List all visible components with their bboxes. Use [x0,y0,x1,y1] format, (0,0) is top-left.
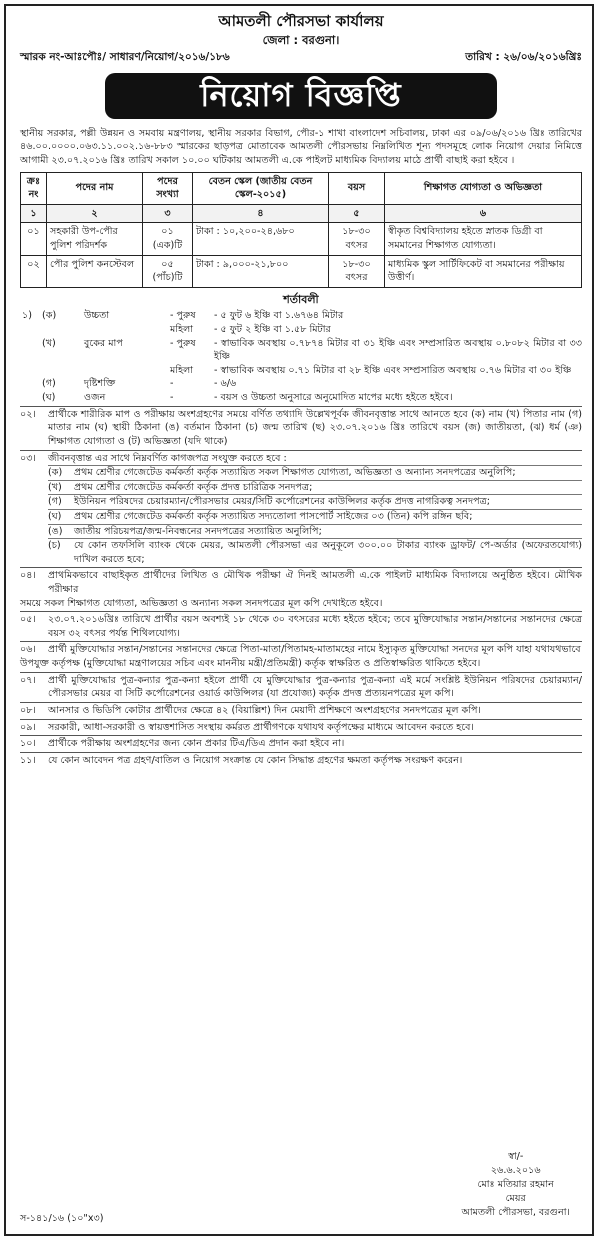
condition-text: আনসার ও ভিডিপি কোটার প্রার্থীদের ক্ষেত্রে ৪২ (বিয়াল্লিশ) দিন মেয়াদী প্রশিক্ষণে অংশগ্রহণের সনদপত্রের মূল কপি। [48,704,481,716]
condition-text: প্রাথমিকভাবে বাছাইকৃত প্রার্থীদের লিখিত ও মৌখিক পরীক্ষা ঐ দিনই আমতলী এ.কে পাইলট মাধ্যমিক বিদ্যালয়ে অনুষ্ঠিত হইবে। মৌখিক পরীক্ষার [48,570,582,596]
cell-age: ১৮-৩০ বৎসর [329,223,385,255]
criteria-row [22,309,582,323]
cell-post-count: ০৫ (পাঁচ)টি [143,255,193,287]
physical-criteria [22,309,582,404]
memo-number: স্মারক নং-আঃপৌঃ/ সাধারণ/নিয়োগ/২০১৬/১৮৬ [20,50,230,63]
criteria-key: (খ) [42,337,56,349]
criteria-label: বুকের মাপ [84,337,123,349]
document-item [48,509,582,524]
table-header-row [21,172,582,204]
condition-number: ১০। [20,738,36,750]
criteria-key: (গ) [42,378,56,390]
criteria-row [22,377,582,391]
cell-post-count: ০১ (এক)টি [143,223,193,255]
column-number: ৫ [329,204,385,223]
criteria-key [42,323,84,337]
table-row [21,255,582,287]
condition-number: ০৯। [20,721,36,733]
criteria-number [22,337,42,364]
cell-post-name: পৌর পুলিশ কনস্টেবল [47,255,143,287]
criteria-number [22,364,42,378]
condition-text: ২৩.০৭.২০১৬খ্রিঃ তারিখে প্রার্থীর বয়স অবশ্যই ১৮ থেকে ৩০ বৎসরের মধ্যে হইতে হইবে; তবে মুক্তিযোদ্ধার সন্তান/সন্তানের সন্তানদের ক্ষেত্রে বয়স ৩২ বৎসর পর্যন্ত শিথিলযোগ্য। [48,614,582,639]
column-number-row [21,204,582,223]
condition-number: ০২। [20,408,36,420]
condition-body [48,452,582,567]
column-number: ৩ [143,204,193,223]
criteria-number [22,377,42,391]
cell-qualification: স্বীকৃত বিশ্ববিদ্যালয় হইতে স্নাতক ডিগ্রী বা সমমানের শিক্ষাগত যোগ্যতা। [385,223,582,255]
intro-paragraph: স্থানীয় সরকার, পল্লী উন্নয়ন ও সমবায় মন্ত্রণালয়, স্থানীয় সরকার বিভাগ, পৌর-১ শাখা বাংলাদেশ সচিবালয়, ঢাকা এর ০৯/০৬/২০১৬ খ্রিঃ তারিখের ৪৬.০০.০০০০.০৬৩.১১.০০২.১৬-৮৮৩ স্মারকের ছাড়পত্র মোতাবেক আমতলী পৌরসভায় নিম্নলিখিত শূন্য পদসমূহে লোক নিয়োগ দেয়ার নিমিত্তে আগামী ২৩.০৭.২০১৬ খ্রিঃ তারিখ সকাল ১০.০০ ঘটিকায় আমতলী এ.কে পাইলট মাধ্যমিক বিদ্যালয় মাঠে প্রার্থী বাছাই করা হইবে । [20,127,582,166]
criteria-value: - স্বাভাবিক অবস্থায় ০.৭১ মিটার বা ২৮ ইঞ্চি এবং সম্প্রসারিত অবস্থায় ০.৭৬ মিটার বা ৩০ ইঞ্চি [214,364,572,376]
col-header: ক্রঃ নং [21,172,47,204]
condition-number: ০৭। [20,674,36,686]
reference-row [20,50,582,65]
document-item [48,465,582,480]
signatory-office: আমতলী পৌরসভা, বরগুনা। [461,1207,570,1219]
condition-11 [20,752,582,768]
condition-07 [20,672,582,701]
column-number: ৪ [193,204,329,223]
item-text: ইউনিয়ন পরিষদের চেয়ারম্যান/পৌরসভার মেয়র/সিটি কর্পোরেশনের কাউন্সিলর কর্তৃক প্রদত্ত নাগরিকত্ব সনদপত্র; [74,496,490,508]
notice-page [4,4,594,1236]
condition-number: ০৬। [20,644,36,656]
col-header: শিক্ষাগত যোগ্যতা ও অভিজ্ঞতা [385,172,582,204]
condition-text: প্রার্থী মুক্তিযোদ্ধার পুত্র-কন্যার পুত্র-কন্যা হইলে প্রার্থী যে মুক্তিযোদ্ধার পুত্র-কন্যার পুত্র-কন্যা এই মর্মে সংশ্লিষ্ট ইউনিয়ন পরিষদের চেয়ারম্যান/পৌরসভার মেয়র বা সিটি কর্পোরেশনের ওয়ার্ড কাউন্সিলর (যা প্রযোজ্য) কর্তৃক প্রদত্ত প্রত্যয়নপত্রের মূল কপি। [48,674,582,700]
col-header: পদের নাম [47,172,143,204]
condition-text: সরকারী, আধা-সরকারী ও স্বায়ত্তশাসিত সংস্থায় কর্মরত প্রার্থীগণকে যথাযথ কর্তৃপক্ষের মাধ্যমে আবেদন করতে হবে। [48,721,474,733]
condition-05 [20,611,582,640]
condition-09 [20,719,582,735]
condition-text: প্রার্থী মুক্তিযোদ্ধার সন্তান/সন্তানের সন্তানদের ক্ষেত্রে পিতা-মাতা/পিতামহ-মাতামহের নামে ইস্যুকৃত মুক্তিযোদ্ধা সনদের মূল কপি যাহা যথাযথভাবে [48,644,581,656]
criteria-key: (ঘ) [42,392,56,404]
criteria-value: - ৬/৬ [214,378,237,390]
document-item [48,480,582,495]
signatory-name: মোঃ মতিয়ার রহমান [477,1179,554,1191]
criteria-gender: - [170,392,174,404]
document-item [48,494,582,509]
item-key: (চ) [48,540,61,552]
cell-serial: ০১ [21,223,47,255]
posts-table [20,172,582,288]
item-text: প্রথম শ্রেণীর গেজেটেড কর্মকর্তা কর্তৃক সত্যায়িত সদ্যতোলা পাসপোর্ট সাইজের ০৩ (তিন) কপি রঙ্গিন ছবি; [74,510,473,522]
criteria-gender: মহিলা [170,364,194,376]
criteria-number [22,391,42,405]
item-key: (ঘ) [48,510,62,522]
criteria-label [84,323,170,337]
column-number: ৬ [385,204,582,223]
memo-date: তারিখ : ২৬/০৬/২০১৬খ্রিঃ [465,50,582,63]
criteria-label [84,364,170,378]
cell-serial: ০২ [21,255,47,287]
item-key: (খ) [48,481,62,493]
criteria-label: উচ্চতা [84,310,110,322]
criteria-gender: - [170,378,174,390]
condition-10 [20,735,582,751]
criteria-gender: - পুরুষ [170,310,196,322]
criteria-key: (ক) [42,310,57,322]
condition-08 [20,702,582,718]
criteria-value: - বয়স ও উচ্চতা অনুসারে অনুমোদিত মাপের মধ্যে হইতে হইবে। [214,392,453,404]
item-key: (গ) [48,496,62,508]
cell-pay-scale: টাকা : ১০,২০০-২৪,৬৮০ [193,223,329,255]
condition-text: জীবনবৃত্তান্ত এর সাথে নিম্নবর্ণিত কাগজপত্র সংযুক্ত করতে হবে : [48,452,287,464]
criteria-number [22,323,42,337]
condition-number: ০৫। [20,614,36,626]
condition-number: ০৪। [20,570,36,582]
criteria-value: - ৫ ফুট ২ ইঞ্চি বা ১.৫৮ মিটার [214,324,331,336]
condition-text: প্রার্থীকে পরীক্ষায় অংশগ্রহণের জন্য কোন প্রকার টিএ/ডিএ প্রদান করা হইবে না। [48,738,345,750]
document-item [48,524,582,539]
criteria-key [42,364,84,378]
col-header: পদের সংখ্যা [143,172,193,204]
item-text: প্রথম শ্রেণীর গেজেটেড কর্মকর্তা কর্তৃক প্রদত্ত চারিত্রিক সনদপত্র; [74,481,313,493]
footer-reference: স-১৪১/১৬ (১০"x৩) [20,1213,104,1225]
signature-date: ২৬.৬.২০১৬ [490,1165,541,1177]
column-number: ২ [47,204,143,223]
item-key: (ক) [48,467,63,479]
criteria-row [22,364,582,378]
criteria-gender: - পুরুষ [170,337,196,349]
cell-age: ১৮-৩০ বৎসর [329,255,385,287]
criteria-row [22,391,582,405]
item-key: (ঙ) [48,525,63,537]
condition-04 [20,567,582,596]
criteria-value: - স্বাভাবিক অবস্থায় ০.৭৮৭৪ মিটার বা ৩১ ইঞ্চি এবং সম্প্রসারিত অবস্থায় ০.৮০৮২ মিটার বা ৩৩ ইঞ্চি [214,337,582,363]
condition-number: ০৮। [20,704,36,716]
condition-06 [20,641,582,657]
condition-02 [20,406,582,449]
item-text: যে কোন তফসিলি ব্যাংক থেকে মেয়র, আমতলী পৌরসভা এর অনুকূলে ৩০০.০০ টাকার ব্যাংক ড্রাফট/ পে-অর্ডার (অফেরতযোগ্য) দাখিল করতে হবে; [74,540,582,565]
condition-06-continued: উপযুক্ত কর্তৃপক্ষ (মুক্তিযোদ্ধা মন্ত্রণালয়ের সচিব এবং মাননীয় মন্ত্রী/প্রতিমন্ত্রী) কর্তৃক স্বাক্ষরিত ও প্রতিস্বাক্ষরিত থাকিতে হইবে। [20,658,481,670]
district-label: জেলা : বরগুনা। [262,32,340,47]
column-number: ১ [21,204,47,223]
criteria-number: ১) [22,310,32,322]
condition-text: যে কোন আবেদন পত্র গ্রহণ/বাতিল ও নিয়োগ সংক্রান্ত যে কোন সিদ্ধান্ত গ্রহণের ক্ষমতা কর্তৃপক্ষ সংরক্ষণ করেন। [48,754,463,766]
signatory-title: মেয়র [505,1193,526,1205]
criteria-value: - ৫ ফুট ৬ ইঞ্চি বা ১.৬৭৬৪ মিটার [214,310,344,322]
condition-04-continued: সময়ে সকল শিক্ষাগত যোগ্যতা, অভিজ্ঞতা ও অন্যান্য সকল সনদপত্রের মূল কপি দেখাইতে হইবে। [20,597,383,609]
office-title: আমতলী পৌরসভা কার্যালয় [218,12,384,30]
signature-mark: স্বা/- [508,1151,524,1163]
col-header: বেতন স্কেল (জাতীয় বেতন স্কেল-২০১৫) [193,172,329,204]
criteria-label: দৃষ্টিশক্তি [84,378,116,390]
condition-number: ০৩। [20,452,36,464]
cell-qualification: মাধ্যমিক স্কুল সার্টিফিকেট বা সমমানের পরীক্ষায় উত্তীর্ণ। [385,255,582,287]
criteria-row [22,323,582,337]
signature-block [461,1150,570,1220]
item-text: জাতীয় পরিচয়পত্র/জন্ম-নিবন্ধনের সনদপত্রের সত্যায়িত অনুলিপি; [74,525,322,537]
notice-banner: নিয়োগ বিজ্ঞপ্তি [105,73,497,119]
criteria-label: ওজন [84,392,106,404]
condition-text: প্রার্থীকে শারীরিক মাপ ও পরীক্ষায় অংশগ্রহণের সময়ে বর্ণিত তথ্যাদি উল্লেখপূর্বক জীবনবৃত্তান্ত সাথে আনতে হবে (ক) নাম (খ) পিতার নাম (গ) মাতার নাম (ঘ) স্থায়ী ঠিকানা (ঙ) বর্তমান ঠিকানা (চ) জন্ম তারিখ (ছ) ২৩.০৭.২০১৬ খ্রিঃ তারিখে বয়স (জ) জাতীয়তা, (ঝ) ধর্ম (ঞ) শিক্ষাগত যোগ্যতা ও (ট) অভিজ্ঞতা (যদি থাকে) [48,408,582,447]
condition-03 [20,450,582,567]
condition-number: ১১। [20,754,36,766]
cell-pay-scale: টাকা : ৯,০০০-২১,৮০০ [193,255,329,287]
criteria-gender: মহিলা [170,324,194,336]
document-item [48,538,582,566]
cell-post-name: সহকারী উপ-পৌর পুলিশ পরিদর্শক [47,223,143,255]
conditions-title: শর্তাবলী [283,292,319,306]
col-header: বয়স [329,172,385,204]
item-text: প্রথম শ্রেণীর গেজেটেড কর্মকর্তা কর্তৃক সত্যায়িত সকল শিক্ষাগত যোগ্যতা, অভিজ্ঞতা ও অন্যান্য সনদপত্রের অনুলিপি; [74,467,516,479]
criteria-row [22,337,582,364]
table-row [21,223,582,255]
